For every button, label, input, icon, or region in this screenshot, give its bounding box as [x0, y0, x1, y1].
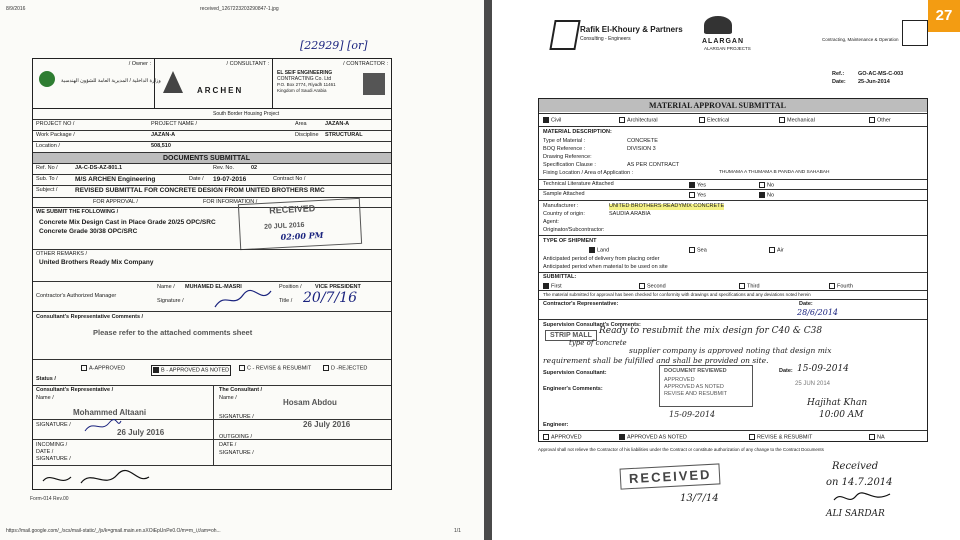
company-logo-icon	[902, 20, 928, 46]
owner-cell: / Owner : وزارة الداخلية / المديرية العامة للشؤون الهندسية	[33, 59, 155, 109]
submitted-item-1: Concrete Mix Design Cast in Place Grade 20/25 OPC/SRC	[39, 219, 216, 226]
handwritten-signature-bottom-icon	[41, 469, 151, 489]
documents-submittal-banner: DOCUMENTS SUBMITTAL	[33, 152, 391, 163]
received-signature-icon	[832, 490, 892, 506]
archen-logo-icon	[163, 71, 183, 93]
page-count: 1/1	[454, 528, 461, 534]
consultant-name: Hosam Abdou	[283, 398, 337, 407]
manufacturer-value: UNITED BROTHERS READYMIX CONCRETE	[609, 203, 725, 209]
page-number-badge: 27	[928, 0, 960, 32]
contractor-cell: / CONTRACTOR : EL SEIF ENGINEERING CONTRACTING Co. Ltd P.O. Box 2774, Riyadh 11461 Kingdom of Saudi Arabia	[273, 59, 391, 109]
alargan-tree-logo-icon	[704, 16, 732, 34]
strip-mall-stamp: STRIP MALL	[545, 330, 597, 341]
handwritten-comment-1: Ready to resubmit the mix design for C40 & C38	[599, 326, 823, 336]
form-number: Form-014 Rev.00	[30, 496, 69, 502]
consultant-rep-signature-icon	[83, 417, 123, 435]
disclaimer: Approval shall not relieve the Contractor of his liabilities under the Contract or constitute authorization of any change to the Contract Documents	[538, 447, 824, 452]
contractor-signature-icon	[213, 287, 273, 311]
logo1-name: Rafik El-Khoury & Partners	[580, 25, 683, 34]
received-stamp: RECEIVED 20 JUL 2016 02:00 PM	[238, 198, 362, 250]
project-header: South Border Housing Project	[213, 111, 280, 117]
submittal-form: / Owner : وزارة الداخلية / المديرية العامة للشؤون الهندسية / CONSULTANT : ARCHEN / CONTRACTOR : EL SEIF ENGINEERING CONTRACTING Co. Ltd P.O. Box 2774, Riyadh 11461 Kingdom of Saudi Arabia South Border Housing Project PROJECT NO / PROJECT NAME / Area JAZAN-A Work Package / JAZAN-A Discipline STRUCTURAL Location / 508,510 DOCUMENTS SUBMITTAL Ref. No / JA-C-DS-AZ-801.1 Rev. No. 02 Sub. To / M/S ARCHEN Engineering Date / 19-07-2016 Contract No / Subject / REVISED SUBMITTAL FOR CONCRETE DESIGN FROM UNITED BROTHERS RMC FOR APPROVAL / FOR INFORMATION / WE SUBMIT THE FOLLOWING / Concrete Mix Design Cast in Place Grade 20/25 OPC/SRC Concrete Grade 30/38 OPC/SRC RECEIVED 20 JUL 2016 02:00 PM OTHER REMARKS / United Brothers Ready Mix Company Contractor's Authorized Manager Name / MUHAMED EL-MASRI Position / VICE PRESIDENT Signature / Title / 20/7/16 Consultant's Representative Comments / Please refer to the attached comments sheet Status / A-APPROVED B - APPROVED AS NOTED C - REVISE & RESUBMIT D -REJECTED Consultant's Representative / The Consultant / Name / Name / Mohammed Altaani Hosam Abdou SIGNATURE / SIGNATURE / 26 July 2016 26 July 2016 INCOMING / OUTGOING / DATE / DATE / SIGNATURE / SIGNATURE /	[32, 58, 392, 490]
print-date: 8/9/2016	[6, 6, 26, 12]
form-title-bar	[539, 99, 927, 112]
source-url: https://mail.google.com/_/scs/mail-static/_/js/k=gmail.main.en.sXOiEpUnPe0.O/m=m_i,t/am=oh...	[6, 528, 221, 534]
handwritten-ref: [22929] [or]	[300, 39, 368, 52]
ministry-logo-icon	[39, 71, 55, 87]
submitted-item-2: Concrete Grade 30/38 OPC/SRC	[39, 228, 138, 235]
consultant-comment-text: Please refer to the attached comments sheet	[93, 328, 253, 337]
right-document-page: Rafik El-Khoury & Partners Consulting - Engineers ALARGAN ALARGAN PROJECTS Contracting, Maintenance & Operation 27 Ref.: GO-AC-MS-C-003 Date: 25-Jun-2014 MATERIAL APPROVAL SUBMITTAL Civil Architectural Electrical Mechanical Other MATERIAL DESCRIPTION: Type of Material : CONCRETE BOQ Reference : DIVISION 3 Drawing Reference: Specification Clause : AS PER CONTRACT Fixing Location / Area of Application : THUMAMA A THUMAMA B PANDA AND SAHABAH Technical Literature Attached Yes No Sample Attached Yes No Manufacturer : UNITED BROTHERS READYMIX CONCRETE Country of origin: SAUDIA ARABIA Agent: Originator/Subcontractor: TYPE OF SHIPMENT Land Sea Air Anticipated period of delivery from placing order Anticipated period when material to be used on site SUBMITTAL: First Second Third Fourth The material submitted for approval has been checked for conformity with drawings and specifications and any deviations noted herein Contractor's Representative: Date: 28/6/2014 Supervision Consultant's Comments: STRIP MALL Ready to resubmit the mix design for C40 & C38 type of concrete supplier company is approved noting that design mix requirement shall be fulfilled and shall be provided on site. Supervision Consultant: Date: 15-09-2014 DOCUMENT REVIEWED APPROVED APPROVED AS NOTED REVISE AND RESUBMIT 25 JUN 2014 Engineer's Comments: Hajihat Khan 10:00 AM 15-09-2014 Engineer: APPROVED APPROVED AS NOTED REVISE & RESUBMIT NA Approval shall not relieve the Contractor of his liabilities under the Contract or constitute authorization of any change to the Contract Documents RECEIVED 13/7/14 Received on 14.7.2014 ALI SARDAR	[492, 0, 960, 540]
contractor-signature-date: 20/7/16	[303, 290, 357, 306]
rafik-khoury-logo-icon	[549, 20, 580, 50]
print-filename: received_1267223203290847-1.jpg	[200, 6, 279, 12]
consultant-cell: / CONSULTANT : ARCHEN	[155, 59, 273, 109]
elseif-logo-icon	[363, 73, 385, 95]
consultant-rep-name: Mohammed Altaani	[73, 408, 147, 417]
document-reviewed-stamp: DOCUMENT REVIEWED APPROVED APPROVED AS NOTED REVISE AND RESUBMIT	[659, 365, 753, 407]
form-title: MATERIAL APPROVAL SUBMITTAL	[649, 101, 786, 110]
received-stamp-right: RECEIVED	[620, 463, 721, 489]
material-approval-form: MATERIAL APPROVAL SUBMITTAL Civil Architectural Electrical Mechanical Other MATERIAL DESCRIPTION: Type of Material : CONCRETE BOQ Reference : DIVISION 3 Drawing Reference: Specification Clause : AS PER CONTRACT Fixing Location / Area of Application : THUMAMA A THUMAMA B PANDA AND SAHABAH Technical Literature Attached Yes No Sample Attached Yes No Manufacturer : UNITED BROTHERS READYMIX CONCRETE Country of origin: SAUDIA ARABIA Agent: Originator/Subcontractor: TYPE OF SHIPMENT Land Sea Air Anticipated period of delivery from placing order Anticipated period when material to be used on site SUBMITTAL: First Second Third Fourth The material submitted for approval has been checked for conformity with drawings and specifications and any deviations noted herein Contractor's Representative: Date: 28/6/2014 Supervision Consultant's Comments: STRIP MALL Ready to resubmit the mix design for C40 & C38 type of concrete supplier company is approved noting that design mix requirement shall be fulfilled and shall be provided on site. Supervision Consultant: Date: 15-09-2014 DOCUMENT REVIEWED APPROVED APPROVED AS NOTED REVISE AND RESUBMIT 25 JUN 2014 Engineer's Comments: Hajihat Khan 10:00 AM 15-09-2014 Engineer: APPROVED APPROVED AS NOTED REVISE & RESUBMIT NA	[538, 98, 928, 442]
status-approved-as-noted: B - APPROVED AS NOTED	[161, 367, 230, 374]
contractor-rep-date: 28/6/2014	[797, 308, 839, 317]
engineer-name-handwritten: Hajihat Khan	[807, 398, 868, 408]
